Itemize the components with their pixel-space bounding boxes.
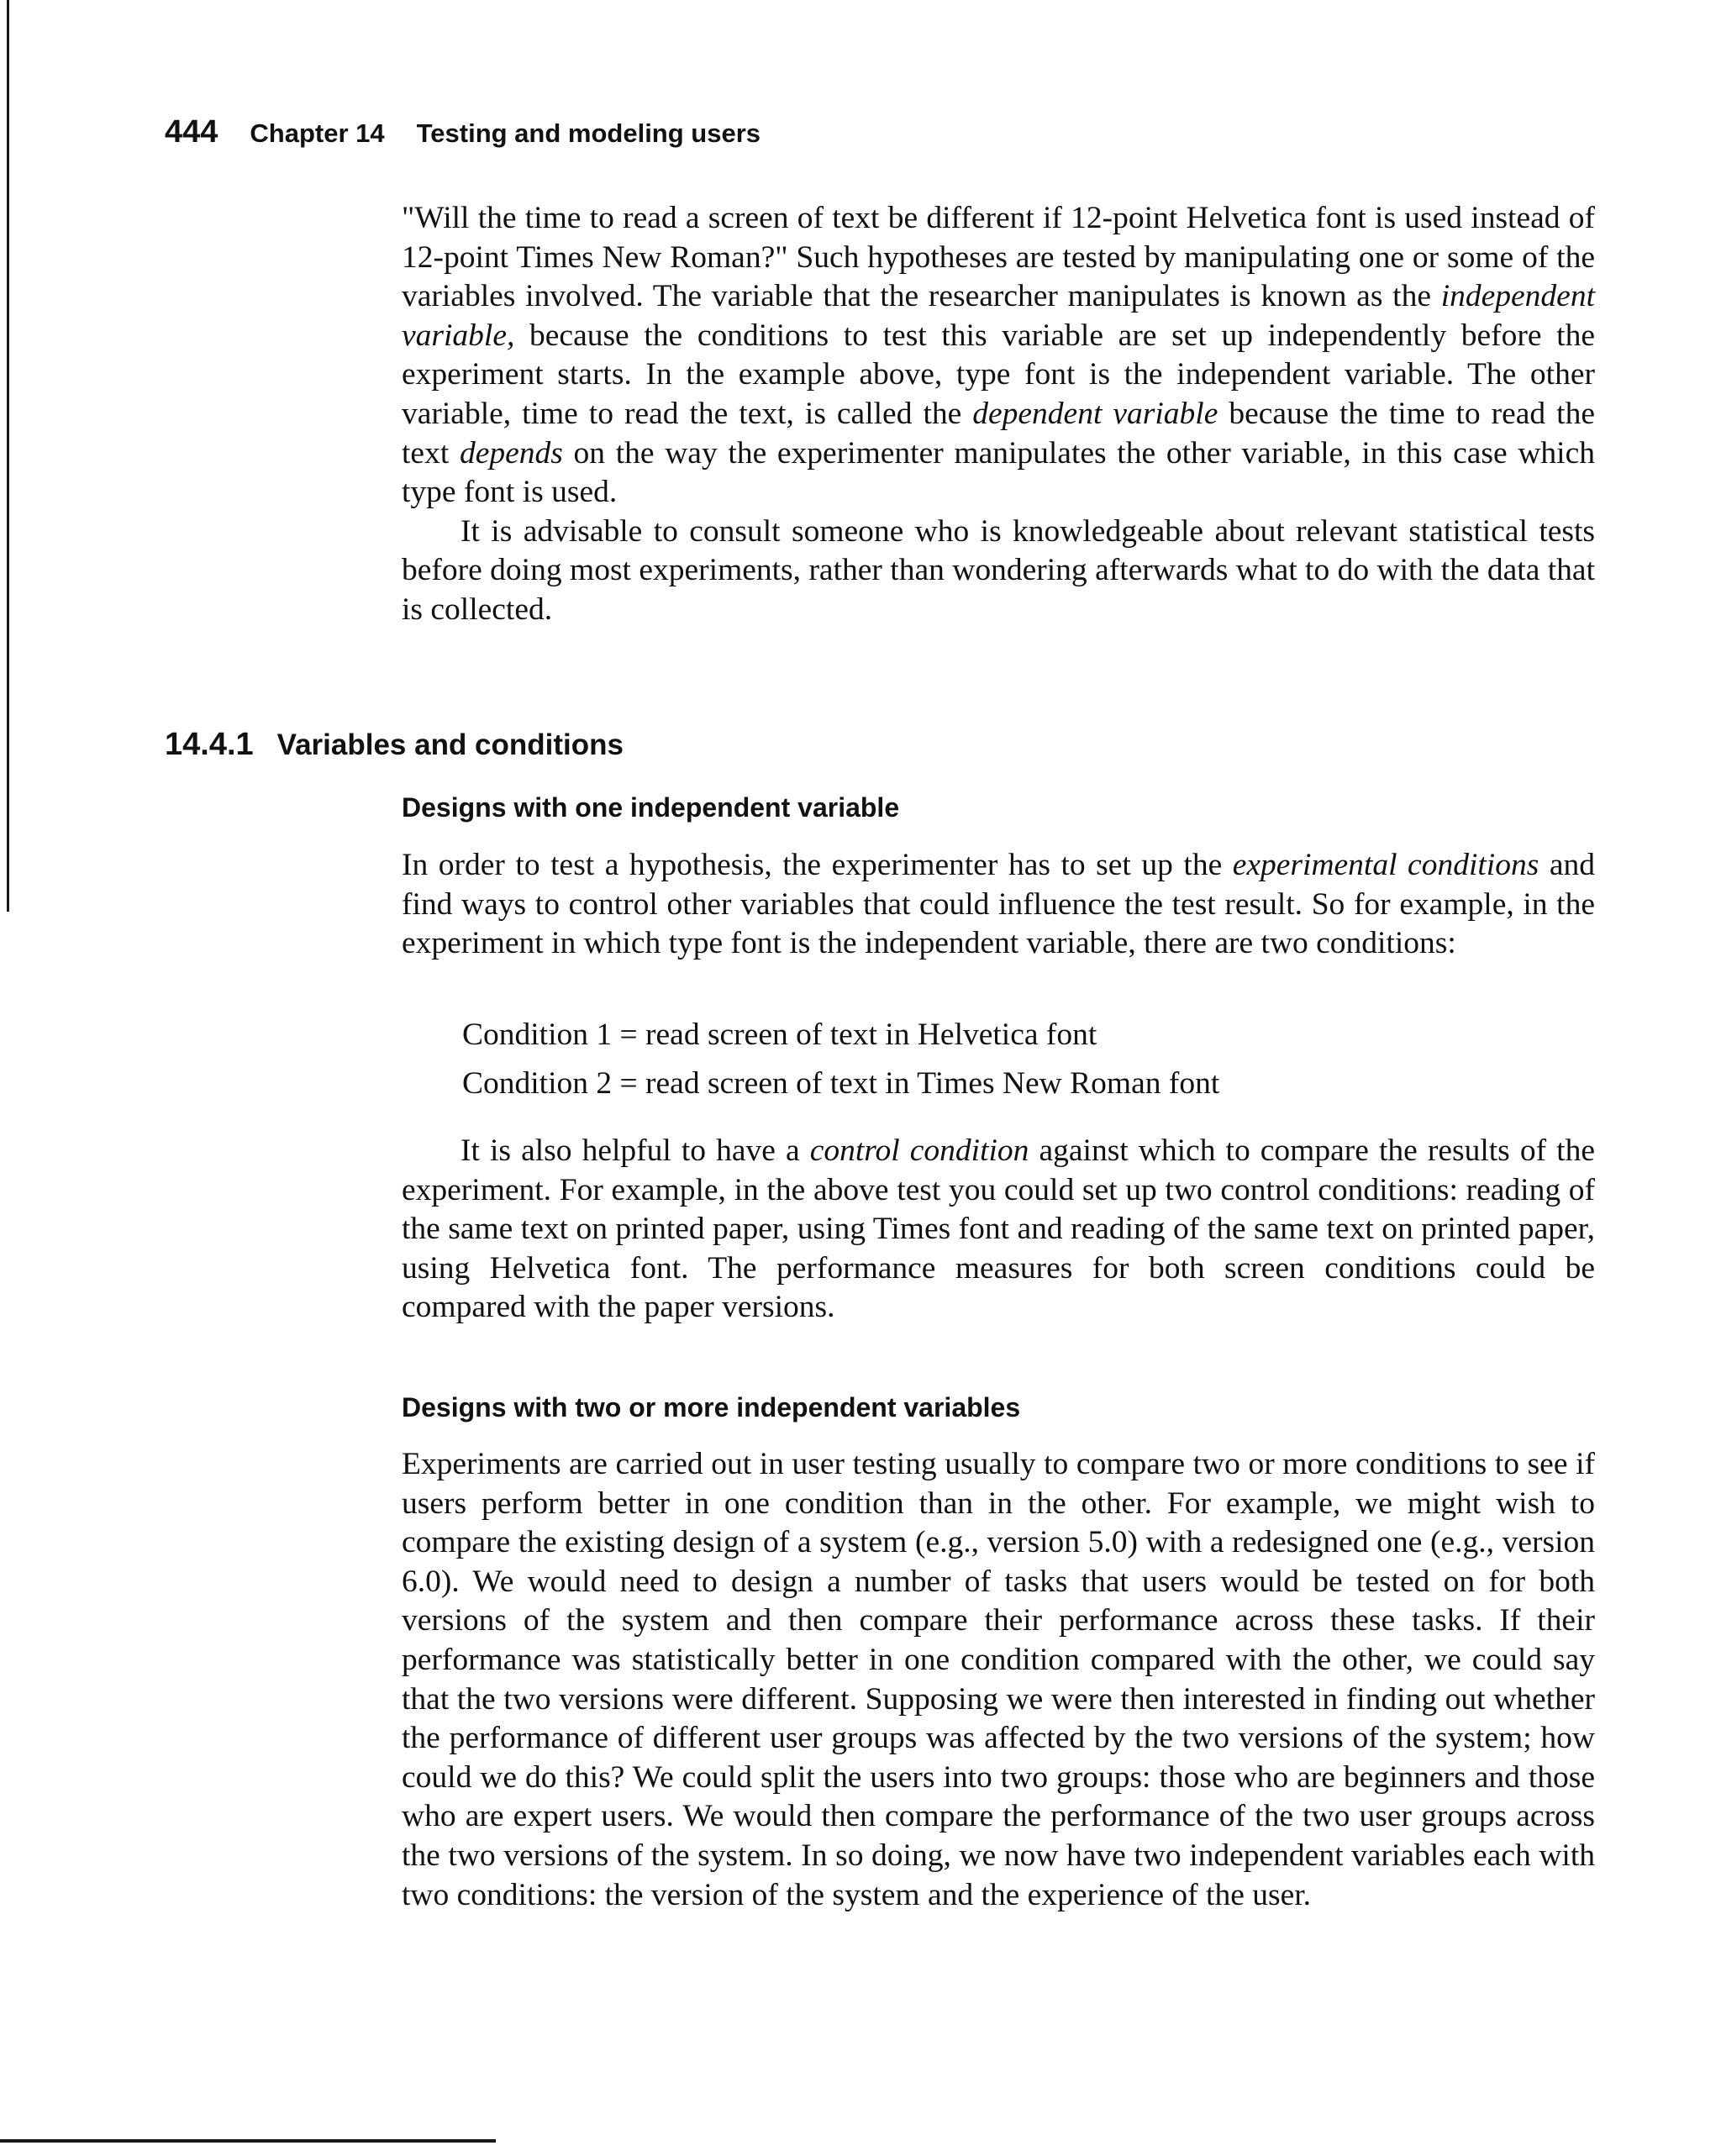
section-number: 14.4.1 <box>165 727 254 762</box>
running-head <box>165 114 761 150</box>
intro-text <box>402 199 1595 630</box>
term-control-condition: control condition <box>809 1133 1029 1168</box>
conditions-list <box>462 1011 1219 1108</box>
sub1-text <box>402 846 1595 964</box>
bottom-rule <box>0 2139 496 2143</box>
condition-2: Condition 2 = read screen of text in Times New Roman font <box>462 1066 1220 1101</box>
subheading-one-variable: Designs with one independent variable <box>402 792 900 823</box>
page-number: 444 <box>165 114 218 150</box>
chapter-label: Chapter 14 <box>250 118 385 148</box>
left-margin-rule <box>7 0 9 912</box>
sub1-paragraph-2: It is also helpful to have a control condition against which to compare the results of the experiment. For example, in the above test you could set up two control conditions: reading of the same text on printed paper, using Times font and reading of the same text on printed paper, using Helvetica font. The performance measures for both screen conditions could be compared with the paper versions. <box>402 1133 1595 1325</box>
term-dependent-variable: dependent variable <box>972 396 1218 431</box>
sub1-text-2 <box>402 1132 1595 1328</box>
chapter-title: Testing and modeling users <box>416 118 761 148</box>
sub1-paragraph-1: In order to test a hypothesis, the experimenter has to set up the experimental conditions and find ways to control other variables that could influence the test result. So for example, in the experiment in which type font is the independent variable, there are two conditions: <box>402 848 1595 961</box>
subheading-two-variables: Designs with two or more independent variables <box>402 1392 1021 1422</box>
term-depends: depends <box>459 435 563 471</box>
term-experimental-conditions: experimental conditions <box>1232 848 1539 882</box>
section-heading <box>165 727 624 763</box>
condition-1: Condition 1 = read screen of text in Helvetica font <box>462 1018 1097 1052</box>
intro-paragraph-1: "Will the time to read a screen of text be different if 12-point Helvetica font is used instead of 12-point Times New Roman?" Such hypotheses are tested by manipulating one or some of the variables involved. The variable that the researcher manipulates is known as the independent variable, because the conditions to test this variable are set up independently before the experiment starts. In the example above, type font is the independent variable. The other variable, time to read the text, is called the dependent variable because the time to read the text depends on the way the experimenter manipulates the other variable, in this case which type font is used. <box>402 201 1595 510</box>
section-title: Variables and conditions <box>276 728 624 761</box>
intro-paragraph-2: It is advisable to consult someone who is knowledgeable about relevant statistical tests before doing most experiments, rather than wondering afterwards what to do with the data that is collected. <box>402 513 1595 627</box>
term-independent-variable: independent variable, <box>402 279 1595 353</box>
sub2-text <box>402 1445 1595 1915</box>
sub2-paragraph-1: Experiments are carried out in user testing usually to compare two or more conditions to see if users perform better in one condition than in the other. For example, we might wish to compare the existing design of a system (e.g., version 5.0) with a redesigned one (e.g., version 6.0). We would need to design a number of tasks that users would be tested on for both versions of the system and then compare their performance across these tasks. If their performance was statistically better in one condition compared with the other, we could say that the two versions were different. Supposing we were then interested in finding out whether the performance of different user groups was affected by the two versions of the system; how could we do this? We could split the users into two groups: those who are beginners and those who are expert users. We would then compare the performance of the two user groups across the two versions of the system. In so doing, we now have two independent variables each with two conditions: the version of the system and the experience of the user. <box>402 1447 1595 1912</box>
